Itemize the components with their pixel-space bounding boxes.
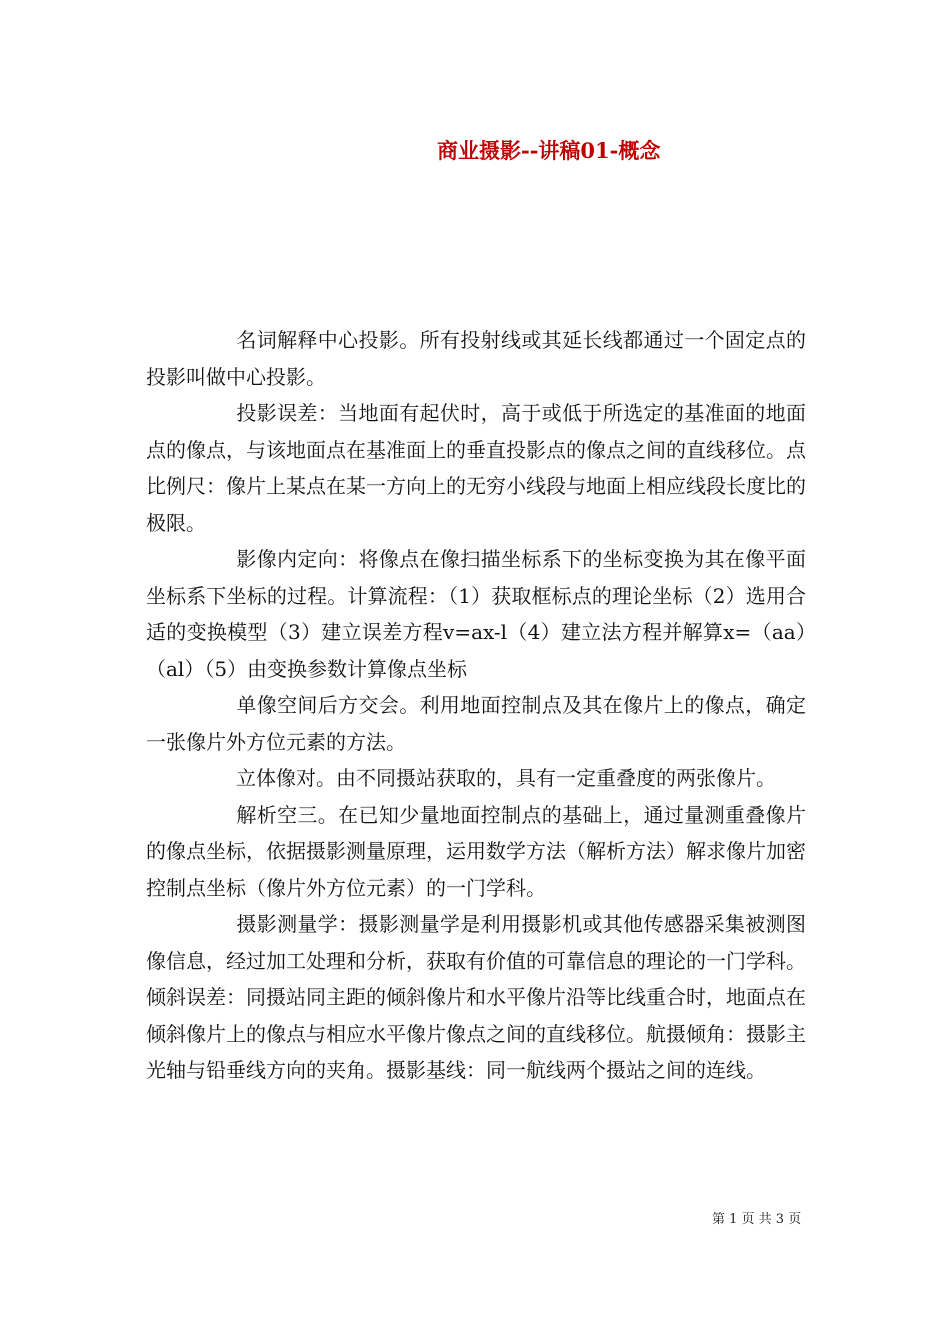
- paragraph-text: 立体像对。由不同摄站获取的，具有一定重叠度的两张像片。: [236, 766, 776, 790]
- paragraph: [146, 797, 806, 907]
- paragraph-text: 摄影测量学：摄影测量学是利用摄影机或其他传感器采集被测图像信息，经过加工处理和分析，获取有价值的可靠信息的理论的一门学科。倾斜误差：同摄站同主距的倾斜像片和水平像片沿等比线重合时，地面点在倾斜像片上的像点与相应水平像片像点之间的直线移位。航摄倾角：摄影主光轴与铅垂线方向的夹角。摄影基线：同一航线两个摄站之间的连线。: [146, 912, 806, 1082]
- document-title: 商业摄影--讲稿01-概念: [437, 138, 661, 163]
- paragraph-text: 影像内定向：将像点在像扫描坐标系下的坐标变换为其在像平面坐标系下坐标的过程。计算流程：（1）获取框标点的理论坐标（2）选用合适的变换模型（3）建立误差方程v=ax-l（4）建立法方程并解算x=（aa）（al）（5）由变换参数计算像点坐标: [146, 547, 806, 681]
- paragraph: [146, 687, 806, 760]
- page-number-footer: 第 1 页 共 3 页: [712, 1212, 802, 1227]
- paragraph: [146, 906, 806, 1089]
- paragraph: [146, 395, 806, 541]
- paragraph-text: 名词解释中心投影。所有投射线或其延长线都通过一个固定点的投影叫做中心投影。: [146, 328, 806, 389]
- paragraph-text: 单像空间后方交会。利用地面控制点及其在像片上的像点，确定一张像片外方位元素的方法。: [146, 693, 806, 754]
- paragraph-text: 解析空三。在已知少量地面控制点的基础上，通过量测重叠像片的像点坐标，依据摄影测量原理，运用数学方法（解析方法）解求像片加密控制点坐标（像片外方位元素）的一门学科。: [146, 802, 806, 900]
- paragraph: [146, 760, 806, 797]
- paragraph: [146, 322, 806, 395]
- paragraph: [146, 541, 806, 687]
- document-body: [146, 322, 806, 1089]
- paragraph-text: 投影误差：当地面有起伏时，高于或低于所选定的基准面的地面点的像点，与该地面点在基准面上的垂直投影点的像点之间的直线移位。点比例尺：像片上某点在某一方向上的无穷小线段与地面上相应线段长度比的极限。: [146, 401, 806, 535]
